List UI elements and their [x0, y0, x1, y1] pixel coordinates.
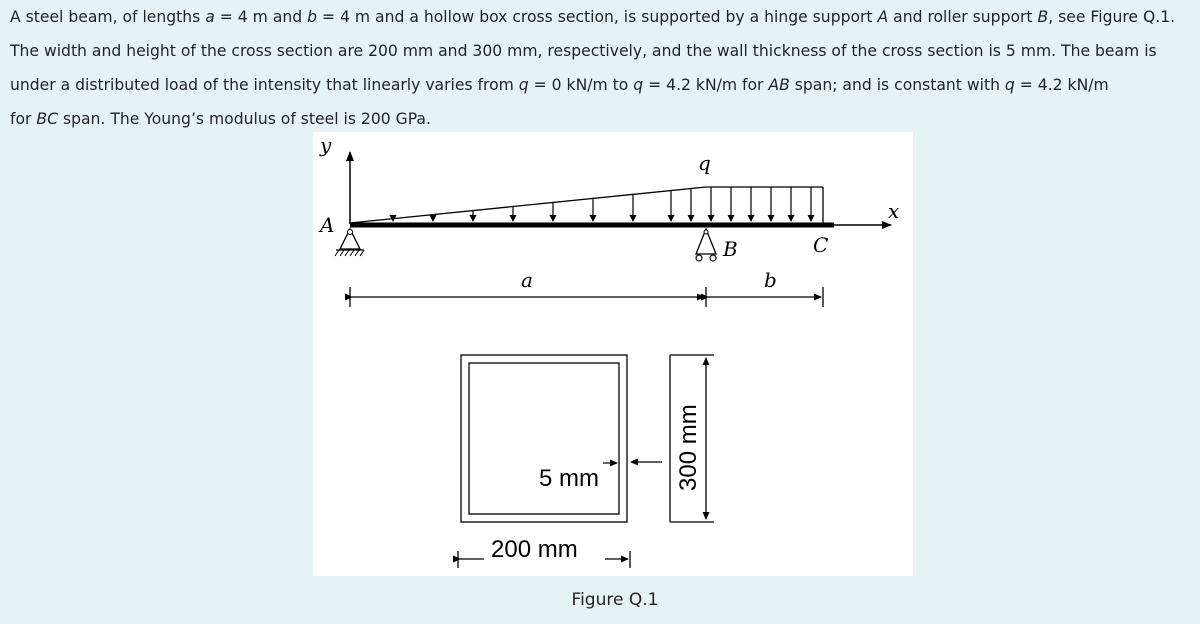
- figure-panel: [313, 132, 913, 576]
- load-arrow-head: [430, 215, 437, 222]
- problem-text-run: for: [10, 110, 37, 128]
- load-arrows: [390, 187, 815, 222]
- span-b-label: b: [764, 268, 777, 292]
- variable-symbol: a: [205, 8, 215, 26]
- problem-paragraph: [10, 0, 1195, 136]
- problem-statement: [10, 0, 1195, 136]
- variable-symbol: b: [307, 8, 318, 26]
- problem-text-run: = 4 m and a hollow box cross section, is supported by a hinge support: [317, 8, 878, 26]
- problem-text-run: , see Figure Q.1. The width and height of the cross section are 200 mm and 300 mm, respectively, and the wall thickness of the cross section is 5 mm. The beam is under a distributed load of the intensity that linearly varies from: [10, 8, 1176, 94]
- variable-symbol: q: [633, 76, 644, 94]
- point-c-label: C: [813, 233, 829, 257]
- roller-wheel-right: [710, 255, 716, 261]
- load-arrow-head: [788, 215, 795, 222]
- roller-pin: [704, 230, 708, 234]
- variable-symbol: AB: [768, 76, 790, 94]
- thickness-label: 5 mm: [539, 465, 599, 492]
- variable-symbol: BC: [36, 110, 58, 128]
- load-arrow-head: [550, 215, 557, 222]
- load-arrow-head: [688, 215, 695, 222]
- variable-symbol: B: [1037, 8, 1049, 26]
- problem-text-run: = 0 kN/m to: [528, 76, 634, 94]
- problem-text-run: = 4.2 kN/m: [1014, 76, 1109, 94]
- load-arrow-head: [470, 215, 477, 222]
- load-label: q: [698, 151, 711, 175]
- load-arrow-head: [768, 215, 775, 222]
- x-axis-label: x: [888, 199, 900, 223]
- hinge-support-a: [335, 229, 364, 256]
- box-cross-section: [461, 355, 627, 522]
- problem-text-run: span. The Young’s modulus of steel is 200 GPa.: [58, 110, 431, 128]
- variable-symbol: A: [877, 8, 889, 26]
- problem-text-run: span; and is constant with: [789, 76, 1005, 94]
- variable-symbol: q: [1004, 76, 1015, 94]
- roller-wheel-left: [696, 255, 702, 261]
- height-label: 300 mm: [675, 404, 702, 491]
- width-label: 200 mm: [491, 536, 578, 563]
- load-arrow-head: [630, 215, 637, 222]
- variable-symbol: q: [518, 76, 529, 94]
- point-a-label: A: [320, 213, 335, 237]
- load-arrow-head: [510, 215, 517, 222]
- span-a-label: a: [521, 268, 533, 292]
- load-arrow-head: [728, 215, 735, 222]
- point-b-label: B: [723, 237, 738, 261]
- load-arrow-head: [748, 215, 755, 222]
- problem-text-run: = 4 m and: [214, 8, 308, 26]
- load-arrow-head: [708, 215, 715, 222]
- y-axis-label: y: [320, 133, 332, 157]
- beam-figure: [313, 132, 913, 576]
- load-arrow-head: [590, 215, 597, 222]
- load-arrow-head: [668, 215, 675, 222]
- problem-text-run: and roller support: [888, 8, 1038, 26]
- roller-support-b: [696, 229, 716, 261]
- problem-text-run: = 4.2 kN/m for: [643, 76, 769, 94]
- figure-caption: Figure Q.1: [571, 590, 659, 610]
- load-slope-line: [350, 187, 706, 223]
- distributed-load: [350, 187, 823, 223]
- problem-text-run: A steel beam, of lengths: [10, 8, 206, 26]
- hinge-hatch: [335, 250, 364, 256]
- hinge-pin: [348, 230, 353, 235]
- load-arrow-head: [808, 215, 815, 222]
